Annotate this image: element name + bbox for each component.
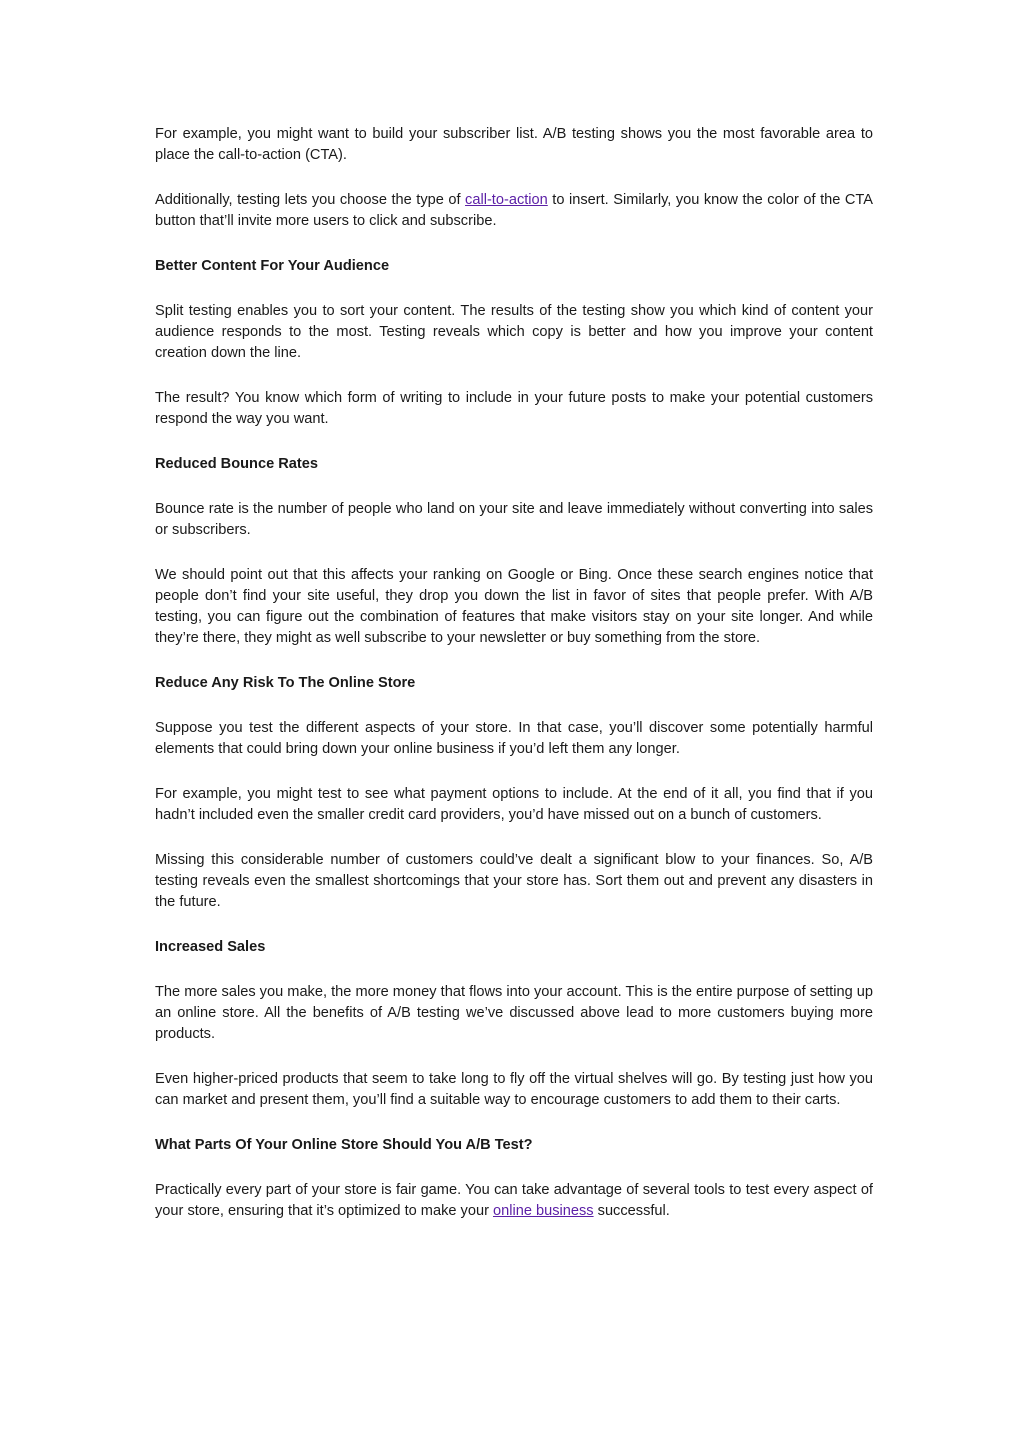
paragraph: The more sales you make, the more money that flows into your account. This is the entire purpose of setting up an online store. All the benefits of A/B testing we’ve discussed above lead to more customers buying more products.	[155, 984, 873, 1042]
online-business-link[interactable]: online business	[492, 1203, 594, 1219]
section-heading: Reduced Bounce Rates	[155, 456, 319, 472]
paragraph: For example, you might test to see what payment options to include. At the end of it all, you find that if you hadn’t included even the smaller credit card providers, you’d have missed out on a bunch of customers.	[155, 786, 873, 823]
paragraph: The result? You know which form of writing to include in your future posts to make your potential customers respond the way you want.	[155, 390, 873, 427]
paragraph-text: to insert. Similarly, you know the color of the CTA button that’ll invite more users to click and subscribe.	[155, 192, 873, 229]
paragraph	[155, 190, 873, 232]
paragraph: Missing this considerable number of customers could’ve dealt a significant blow to your finances. So, A/B testing reveals even the smallest shortcomings that your store has. Sort them out and prevent any disasters in the future.	[155, 852, 873, 910]
paragraph: Suppose you test the different aspects of your store. In that case, you’ll discover some potentially harmful elements that could bring down your online business if you’d left them any longer.	[155, 720, 873, 757]
paragraph-text: Additionally, testing lets you choose the type of	[155, 192, 466, 208]
paragraph: Even higher-priced products that seem to take long to fly off the virtual shelves will go. By testing just how you can market and present them, you’ll find a suitable way to encourage customers to add them to their carts.	[155, 1071, 873, 1108]
paragraph: For example, you might want to build your subscriber list. A/B testing shows you the most favorable area to place the call-to-action (CTA).	[155, 126, 873, 163]
paragraph-text: Practically every part of your store is fair game. You can take advantage of several tools to test every aspect of your store, ensuring that it’s optimized to make your	[155, 1182, 873, 1219]
section-heading: Increased Sales	[155, 939, 266, 955]
document-page	[155, 124, 873, 1246]
section-heading: Reduce Any Risk To The Online Store	[155, 675, 416, 691]
paragraph-text: successful.	[593, 1203, 670, 1219]
section-heading: What Parts Of Your Online Store Should You A/B Test?	[155, 1137, 533, 1153]
paragraph: Bounce rate is the number of people who land on your site and leave immediately without converting into sales or subscribers.	[155, 501, 873, 538]
call-to-action-link[interactable]: call-to-action	[465, 192, 548, 208]
paragraph	[155, 1180, 873, 1222]
paragraph: We should point out that this affects your ranking on Google or Bing. Once these search engines notice that people don’t find your site useful, they drop you down the list in favor of sites that people prefer. With A/B testing, you can figure out the combination of features that make visitors stay on your site longer. And while they’re there, they might as well subscribe to your newsletter or buy something from the store.	[155, 567, 873, 646]
paragraph: Split testing enables you to sort your content. The results of the testing show you which kind of content your audience responds to the most. Testing reveals which copy is better and how you improve your content creation down the line.	[155, 303, 873, 361]
section-heading: Better Content For Your Audience	[155, 258, 390, 274]
